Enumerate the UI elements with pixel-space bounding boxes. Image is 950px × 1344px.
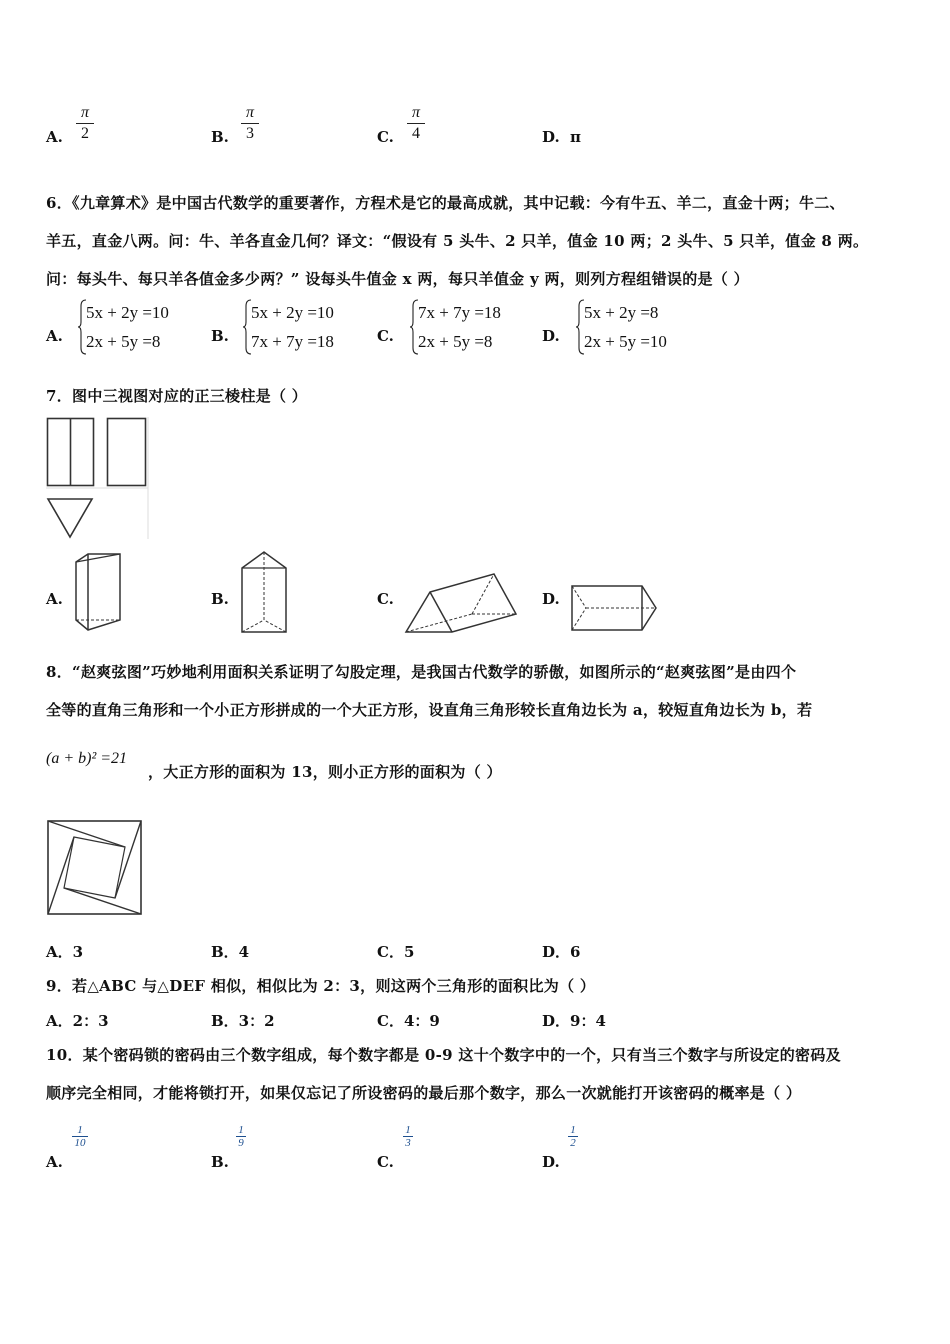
q6-option-a-system: 5x + 2y =10 2x + 5y =8 xyxy=(78,298,169,356)
q5-option-a-label: A. xyxy=(46,128,63,146)
q5-option-d-value: π xyxy=(570,128,581,146)
q10-option-a-label: A. xyxy=(46,1153,63,1171)
q7-stem: 7．图中三视图对应的正三棱柱是（ ） xyxy=(46,387,308,405)
brace-icon xyxy=(576,298,586,356)
q6-option-c-label: C. xyxy=(377,327,394,345)
q9-option-d: D．9：4 xyxy=(542,1012,606,1030)
q10-option-d-fraction: 1 2 xyxy=(568,1124,578,1149)
q6-option-b-label: B. xyxy=(211,327,229,345)
q8-option-c: C．5 xyxy=(377,943,415,961)
q7-option-d-prism xyxy=(570,584,660,634)
q5-option-c-fraction: π 4 xyxy=(407,104,425,143)
q10-option-b-label: B. xyxy=(211,1153,229,1171)
q8-stem-line1: 8．“赵爽弦图”巧妙地利用面积关系证明了勾股定理，是我国古代数学的骄傲，如图所示的“赵爽弦图”是由四个 xyxy=(46,663,797,681)
q7-option-c-prism xyxy=(404,570,520,636)
brace-icon xyxy=(410,298,420,356)
q7-option-c-label: C. xyxy=(377,590,394,608)
q8-option-d: D．6 xyxy=(542,943,581,961)
q5-option-b-fraction: π 3 xyxy=(241,104,259,143)
q5-option-d-label: D. xyxy=(542,128,560,146)
q10-option-c-label: C. xyxy=(377,1153,394,1171)
q7-option-a-prism xyxy=(72,550,128,636)
q9-stem: 9．若△ABC 与△DEF 相似，相似比为 2：3，则这两个三角形的面积比为（ ） xyxy=(46,977,596,995)
q9-option-b: B．3：2 xyxy=(211,1012,275,1030)
q10-option-b-fraction: 1 9 xyxy=(236,1124,246,1149)
brace-icon xyxy=(243,298,253,356)
q6-stem-line3: 问：每头牛、每只羊各值金多少两？” 设每头牛值金 x 两，每只羊值金 y 两，则列方程组错误的是（ ） xyxy=(46,270,749,288)
q7-option-b-label: B. xyxy=(211,590,229,608)
q7-option-d-label: D. xyxy=(542,590,560,608)
three-view-figure xyxy=(46,417,150,541)
q5-option-c-label: C. xyxy=(377,128,394,146)
q6-option-b-system: 5x + 2y =10 7x + 7y =18 xyxy=(243,298,334,356)
q10-stem-line1: 10．某个密码锁的密码由三个数字组成，每个数字都是 0-9 这十个数字中的一个，只有当三个数字与所设定的密码及 xyxy=(46,1046,841,1064)
q8-option-a: A．3 xyxy=(46,943,84,961)
q5-option-a-fraction: π 2 xyxy=(76,104,94,143)
q6-option-d-system: 5x + 2y =8 2x + 5y =10 xyxy=(576,298,667,356)
q8-option-b: B．4 xyxy=(211,943,250,961)
q10-option-c-fraction: 1 3 xyxy=(403,1124,413,1149)
q6-stem-line2: 羊五，直金八两。问：牛、羊各直金几何？译文：“假设有 5 头牛、2 只羊，值金 10 两；2 头牛、5 只羊，值金 8 两。 xyxy=(46,232,869,250)
q8-stem-line2: 全等的直角三角形和一个小正方形拼成的一个大正方形，设直角三角形较长直角边长为 a，较短直角边长为 b，若 xyxy=(46,701,813,719)
q7-option-b-prism xyxy=(238,548,294,638)
q5-option-b-label: B. xyxy=(211,128,229,146)
q6-option-c-system: 7x + 7y =18 2x + 5y =8 xyxy=(410,298,501,356)
q6-option-a-label: A. xyxy=(46,327,63,345)
q10-option-d-label: D. xyxy=(542,1153,560,1171)
q10-option-a-fraction: 1 10 xyxy=(72,1124,88,1149)
brace-icon xyxy=(78,298,88,356)
zhao-shuang-diagram xyxy=(46,819,144,917)
q7-option-a-label: A. xyxy=(46,590,63,608)
q6-stem-line1: 6．《九章算术》是中国古代数学的重要著作，方程术是它的最高成就，其中记载：今有牛五、羊二，直金十两；牛二、 xyxy=(46,194,845,212)
q8-stem-line3: ，大正方形的面积为 13，则小正方形的面积为（ ） xyxy=(148,763,502,781)
q9-option-c: C．4：9 xyxy=(377,1012,440,1030)
q6-option-d-label: D. xyxy=(542,327,560,345)
q10-stem-line2: 顺序完全相同，才能将锁打开，如果仅忘记了所设密码的最后那个数字，那么一次就能打开该密码的概率是（ ） xyxy=(46,1084,802,1102)
q9-option-a: A．2：3 xyxy=(46,1012,109,1030)
q8-formula: (a + b)² =21 xyxy=(46,750,128,767)
